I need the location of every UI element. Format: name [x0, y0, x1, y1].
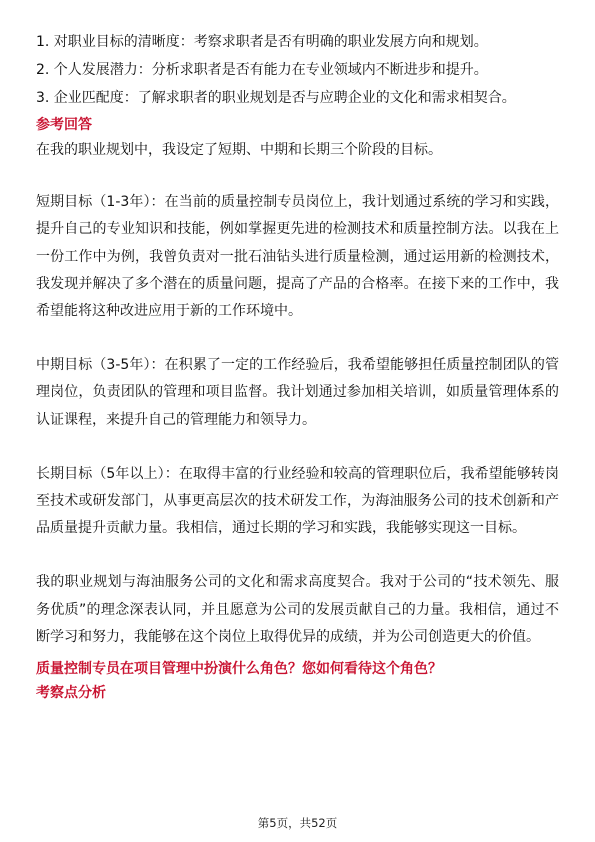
- assessment-point-3: 3. 企业匹配度：了解求职者的职业规划是否与应聘企业的文化和需求相契合。: [36, 90, 516, 106]
- next-question: 质量控制专员在项目管理中扮演什么角色？您如何看待这个角色？: [36, 661, 442, 678]
- assessment-point-2: 2. 个人发展潜力：分析求职者是否有能力在专业领域内不断进步和提升。: [36, 62, 488, 78]
- answer-mid-term: 中期目标（3-5年）：在积累了一定的工作经验后，我希望能够担任质量控制团队的管理岗位，负责团队的管理和项目监督。我计划通过参加相关培训，如质量管理体系的认证课程，来提升自己的管理能力和领导力。: [36, 357, 559, 428]
- answer-long-term: 长期目标（5年以上）：在取得丰富的行业经验和较高的管理职位后，我希望能够转岗至技术或研发部门，从事更高层次的技术研发工作，为海油服务公司的技术创新和产品质量提升贡献力量。我相信，通过长期的学习和实践，我能够实现这一目标。: [36, 465, 559, 537]
- document-page: [36, 30, 559, 705]
- answer-intro: 在我的职业规划中，我设定了短期、中期和长期三个阶段的目标。: [36, 142, 442, 158]
- reference-answer-heading: 参考回答: [36, 117, 92, 133]
- page-number: 第5页，共52页: [257, 816, 338, 830]
- answer-short-term: 短期目标（1-3年）：在当前的质量控制专员岗位上，我计划通过系统的学习和实践，提升自己的专业知识和技能，例如掌握更先进的检测技术和质量控制方法。以我在上一份工作中为例，我曾负责对一批石油钻头进行质量检测，通过运用新的检测技术，我发现并解决了多个潜在的质量问题，提高了产品的合格率。在接下来的工作中，我希望能将这种改进应用于新的工作环境中。: [36, 194, 559, 320]
- answer-conclusion: 我的职业规划与海油服务公司的文化和需求高度契合。我对于公司的“技术领先、服务优质”的理念深表认同，并且愿意为公司的发展贡献自己的力量。我相信，通过不断学习和努力，我能够在这个岗位上取得优异的成绩，并为公司创造更大的价值。: [36, 574, 559, 645]
- assessment-point-1: 1. 对职业目标的清晰度：考察求职者是否有明确的职业发展方向和规划。: [36, 34, 488, 50]
- analysis-heading: 考察点分析: [36, 685, 106, 702]
